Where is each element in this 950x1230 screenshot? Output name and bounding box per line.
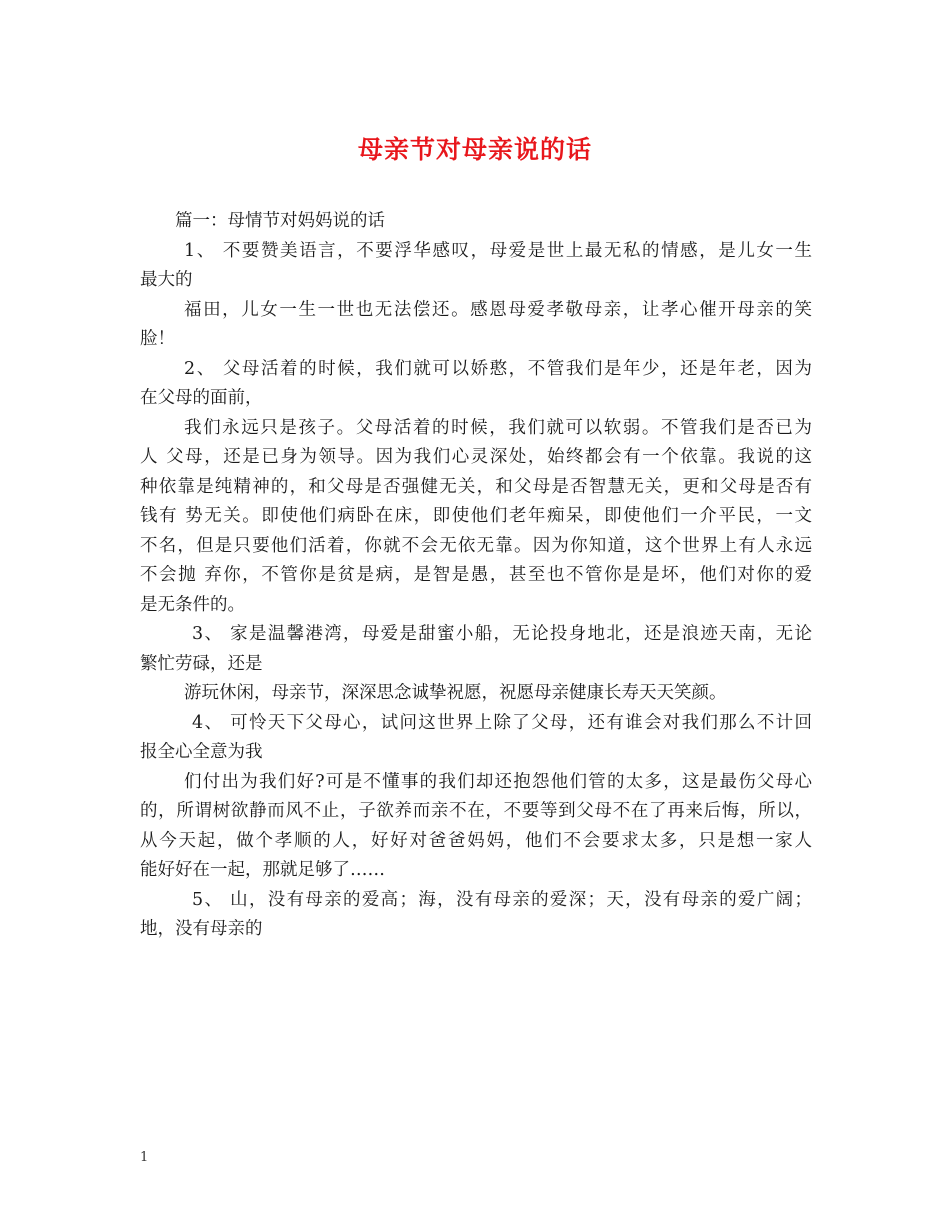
page-number: 1 [140,1150,149,1165]
paragraph-line: 2、 父母活着的时候，我们就可以娇憨，不管我们是年少，还是年老，因为 [184,358,812,379]
document-title: 母亲节对母亲说的话 [357,135,592,164]
paragraph-line: 5、 山，没有母亲的爱高；海，没有母亲的爱深；天，没有母亲的爱广阔； [192,889,812,910]
section-heading: 篇一：母情节对妈妈说的话 [175,211,385,231]
paragraph-line: 地，没有母亲的 [140,919,263,939]
paragraph-line: 脸！ [140,329,175,349]
paragraph-line: 我们永远只是孩子。父母活着的时候，我们就可以软弱。不管我们是否已为 [184,417,812,438]
paragraph-line: 的，所谓树欲静而风不止，子欲养而亲不在，不要等到父母不在了再来后悔，所以， [140,801,812,821]
paragraph-line: 游玩休闲，母亲节，深深思念诚挚祝愿，祝愿母亲健康长寿天天笑颜。 [184,683,727,703]
paragraph-line: 能好好在一起，那就足够了…… [140,860,385,880]
paragraph-line: 不会抛 弃你，不管你是贫是病，是智是愚，甚至也不管你是是坏，他们对你的爱 [140,565,812,585]
paragraph-line: 在父母的面前， [140,388,263,408]
paragraph-line: 3、 家是温馨港湾，母爱是甜蜜小船，无论投身地北，还是浪迹天南，无论 [192,624,812,644]
paragraph-line: 钱有 势无关。即使他们病卧在床，即使他们老年痴呆，即使他们一介平民，一文 [140,506,812,526]
paragraph-line: 繁忙劳碌，还是 [140,653,263,674]
paragraph-line: 是无条件的。 [140,594,245,615]
paragraph-line: 4、 可怜天下父母心，试问这世界上除了父母，还有谁会对我们那么不计回 [192,712,812,733]
paragraph-line: 人 父母，还是已身为领导。因为我们心灵深处，始终都会有一个依靠。我说的这 [140,447,812,467]
paragraph-line: 福田，儿女一生一世也无法偿还。感恩母爱孝敬母亲，让孝心催开母亲的笑 [184,299,812,320]
paragraph-line: 报全心全意为我 [140,742,263,762]
paragraph-line: 从今天起，做个孝顺的人，好好对爸爸妈妈，他们不会要求太多，只是想一家人 [140,830,812,851]
paragraph-line: 最大的 [140,270,193,290]
paragraph-line: 不名，但是只要他们活着，你就不会无依无靠。因为你知道，这个世界上有人永远 [140,535,812,556]
paragraph-line: 们付出为我们好?可是不懂事的我们却还抱怨他们管的太多，这是最伤父母心 [184,771,812,792]
paragraph-line: 种依靠是纯精神的，和父母是否强健无关，和父母是否智慧无关，更和父母是否有 [140,476,812,497]
paragraph-line: 1、 不要赞美语言，不要浮华感叹，母爱是世上最无私的情感，是儿女一生 [184,240,812,261]
document-body [140,207,812,945]
